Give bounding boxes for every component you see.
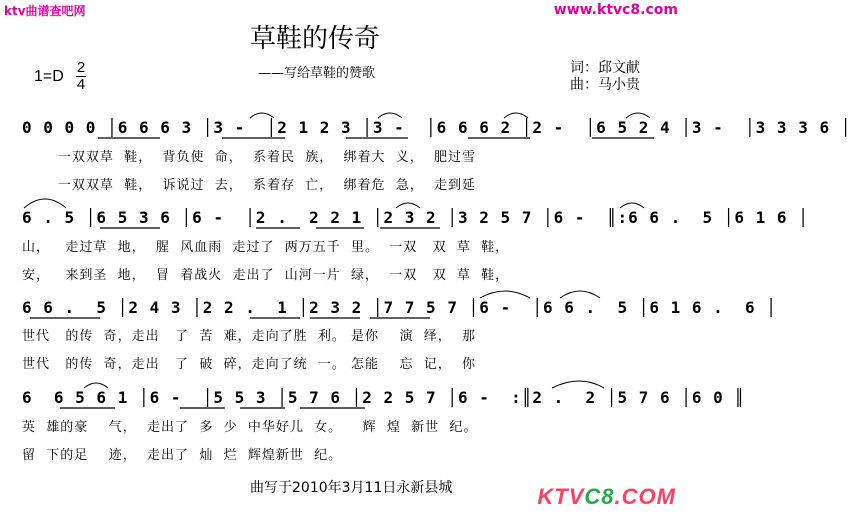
lyricist-credit: 词：邱文献 (570, 60, 640, 76)
time-signature-top: 2 (76, 59, 86, 76)
song-title: 草鞋的传奇 (250, 24, 381, 54)
score-line-3-notes: 6 6 . 5 │2 4 3 │2 2 . 1 │2 3 2 │7 7 5 7 │6 - │6 6 . 5 │6 1 6 . 6 │ (22, 298, 777, 317)
score-line-2-notes: 6 . 5 │6 5 3 6 │6 - │2 . 2 2 1 │2 3 2 │3 2 5 7 │6 - ║:6 6 . 5 │6 1 6 │ (22, 208, 809, 227)
composition-note: 曲写于2010年3月11日永新县城 (250, 480, 453, 496)
score-line-3-lyric-verse-2: 世代 的传 奇，走出 了 破 碎，走向了统 一。 怎能 忘 记， 你 (22, 357, 477, 372)
site-watermark-top-left: ktv曲谱查吧网 (4, 4, 86, 18)
beam-underlines (30, 138, 654, 408)
site-watermark-top-right: www.ktvc8.com (553, 2, 678, 18)
score-line-2-lyric-verse-2: 安， 来到圣 地， 冒 着战火 走出了 山河一片 绿， 一双 双 草 鞋， (22, 268, 510, 283)
key-signature: 1=D (34, 68, 64, 85)
score-line-1-lyric-verse-2: 一双双草 鞋， 诉说过 去， 系着存 亡， 绑着危 急， 走到延 (22, 178, 477, 193)
score-line-4-notes: 6 6 5 6 1 │6 - │5 5 3 │5 7 6 │2 2 5 7 │6 - :║2 . 2 │5 7 6 │6 0 ║ (22, 388, 746, 407)
composer-credit: 曲：马小贵 (570, 77, 640, 93)
score-line-4-lyric-verse-2: 留 下的足 迹， 走出了 灿 烂 辉煌新世 纪。 (22, 448, 343, 463)
score-line-4-lyric-verse-1: 英 雄的豪 气， 走出了 多 少 中华好儿 女。 辉 煌 新世 纪。 (22, 420, 478, 435)
score-line-1-notes: 0 0 0 0 │6 6 6 3 │3 - │2 1 2 3 │3 - │6 6 6 2 │2 - │6 5 2 4 │3 - │3 3 3 6 │ (22, 118, 851, 137)
score-line-2-lyric-verse-1: 山， 走过草 地， 腥 风血雨 走过了 两万五千 里。 一双 双 草 鞋， (22, 240, 510, 255)
logo-part-1: KTV (537, 484, 585, 509)
time-signature-bottom: 4 (76, 76, 86, 93)
slur-arcs (24, 113, 650, 388)
score-line-3-lyric-verse-1: 世代 的传 奇，走出 了 苦 难，走向了胜 利。 是你 演 绎， 那 (22, 329, 477, 344)
song-subtitle: ——写给草鞋的赞歌 (258, 66, 376, 81)
logo-part-3: .COM (614, 484, 676, 509)
score-line-1-lyric-verse-1: 一双双草 鞋， 背负使 命， 系着民 族， 绑着大 义， 肥过雪 (22, 150, 477, 165)
logo-part-2: C8 (584, 484, 615, 509)
site-logo-watermark (537, 484, 676, 510)
